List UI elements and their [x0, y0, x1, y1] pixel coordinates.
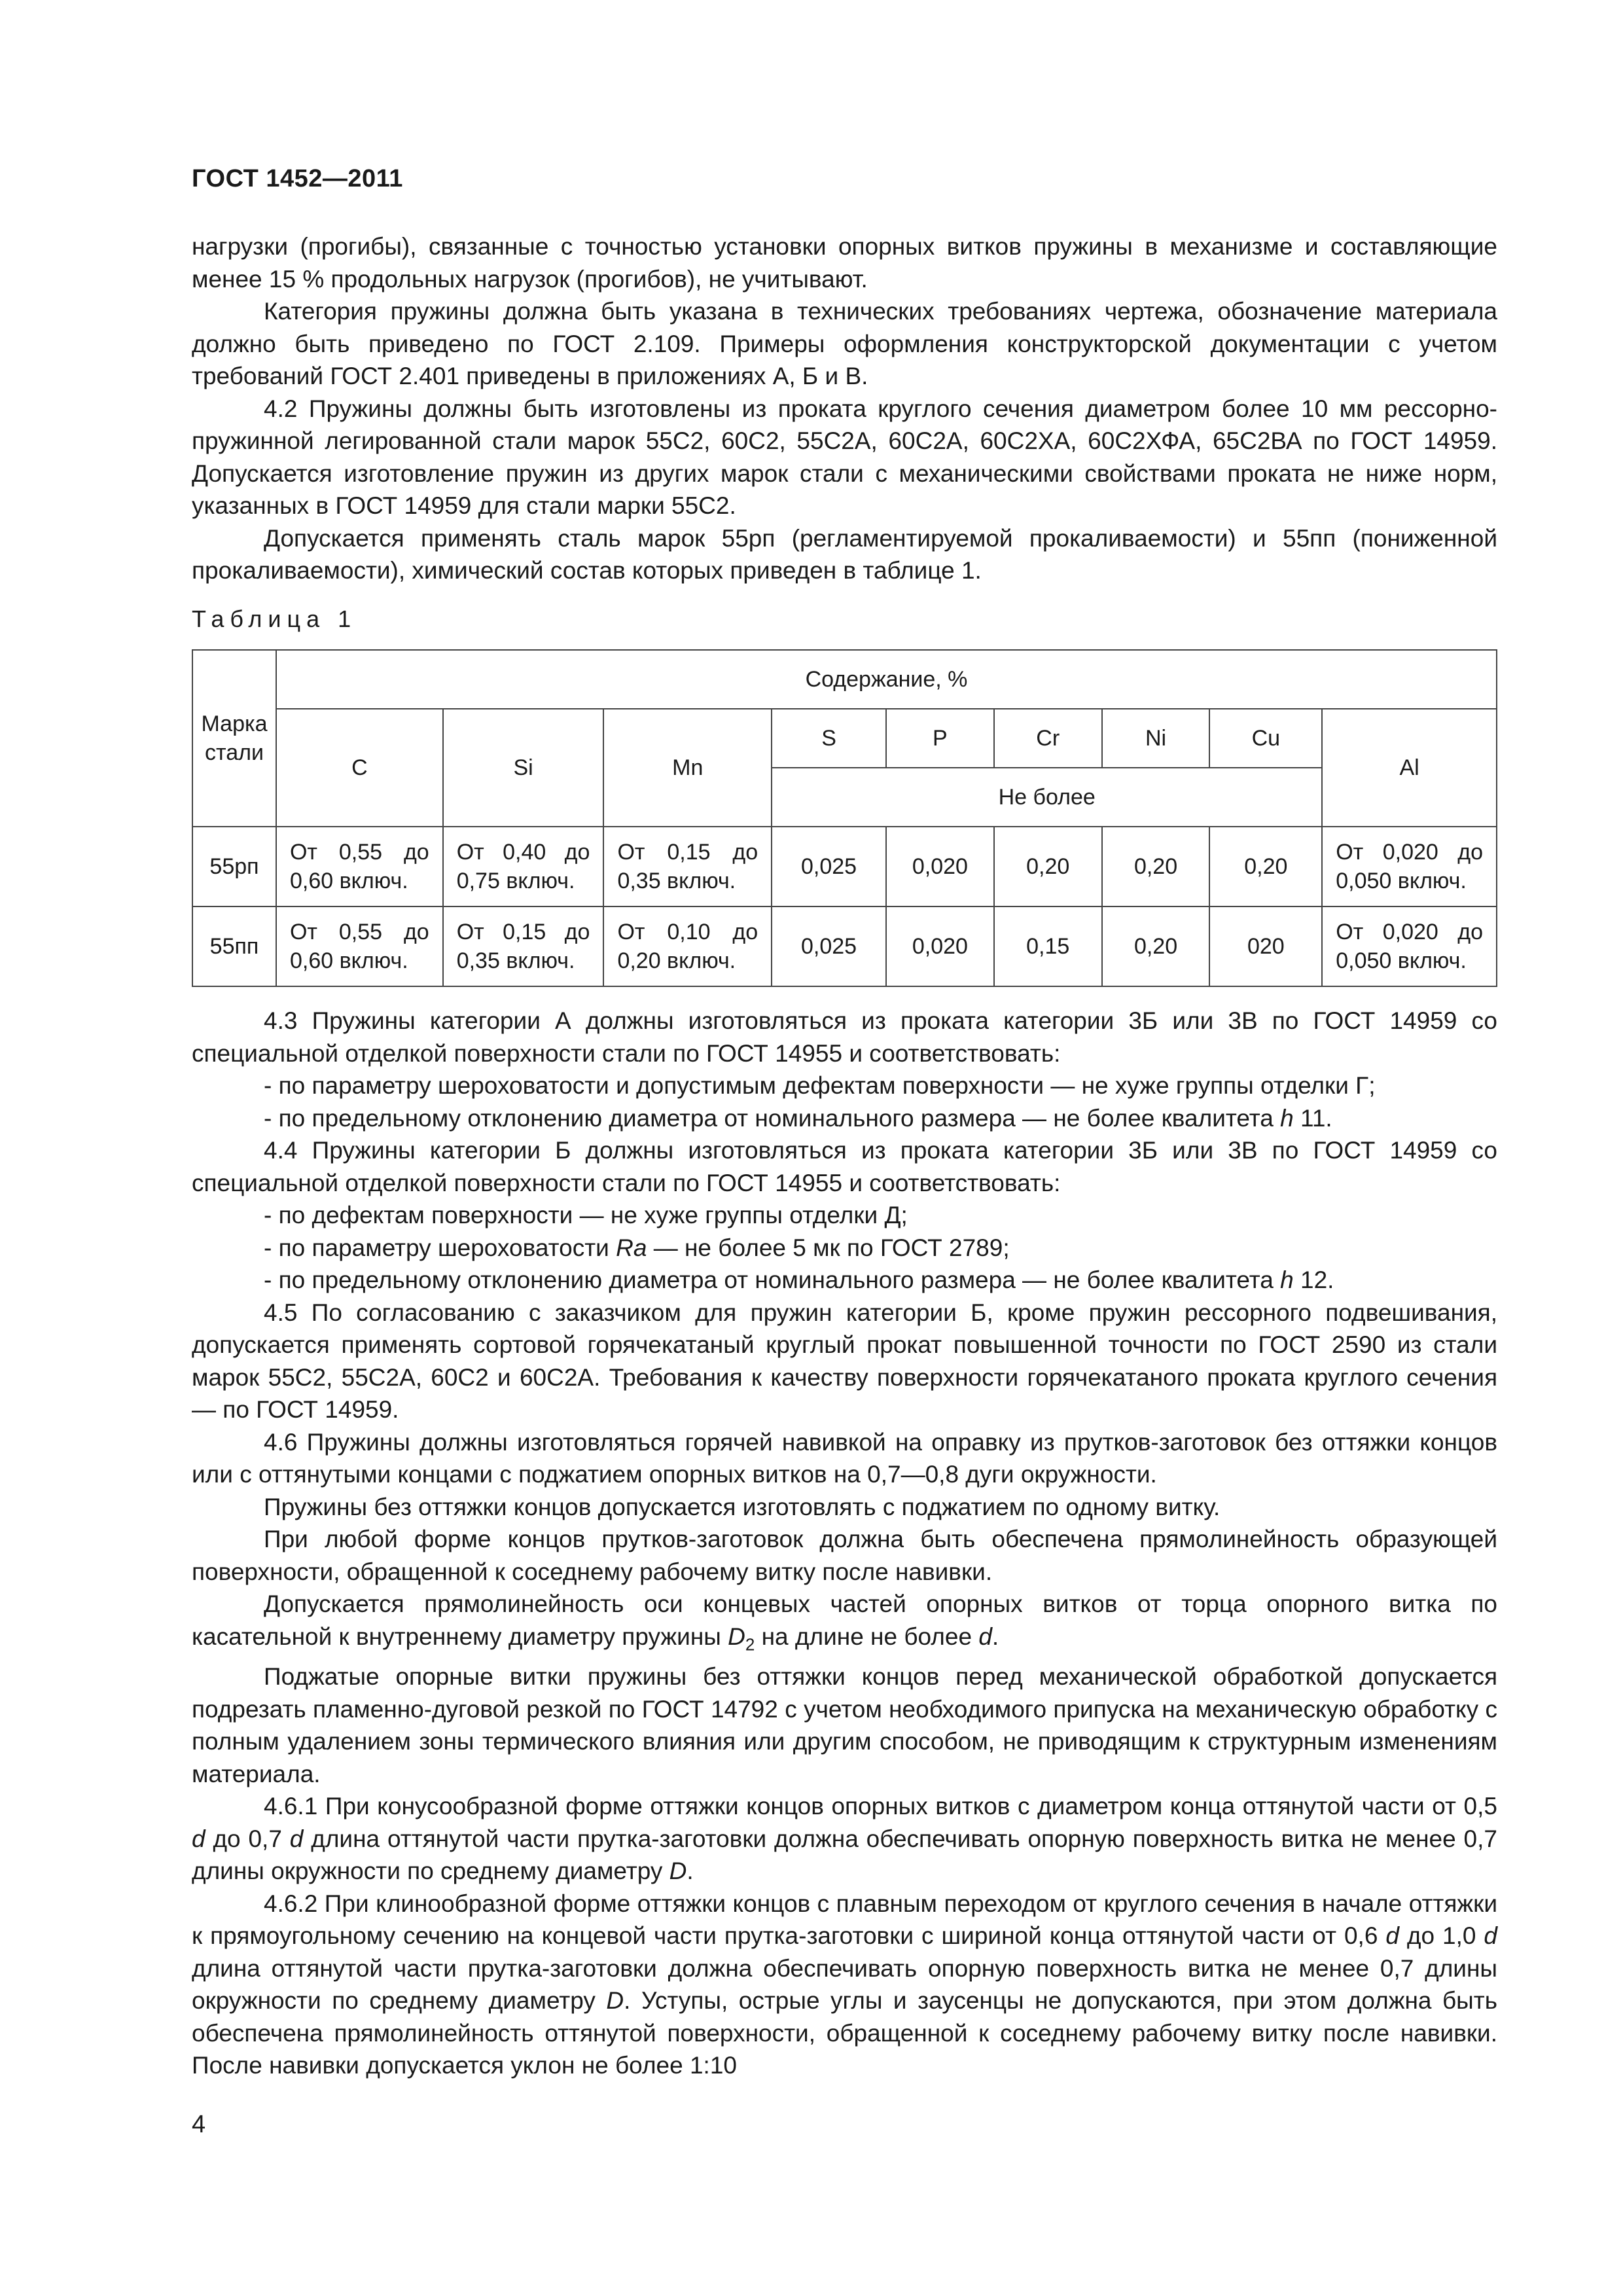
cell-ni: 0,20 [1102, 906, 1210, 986]
cell-cu: 0,20 [1209, 827, 1322, 906]
header-ni: Ni [1102, 709, 1210, 768]
cell-p: 0,020 [886, 827, 994, 906]
paragraph-4-3: 4.3 Пружины категории А должны изготовляться из проката категории 3Б или 3В по ГОСТ 14959 со специальной отделкой поверхности стали по ГОСТ 14955 и соответствовать: [192, 1007, 1497, 1067]
cell-mn: От 0,15 до 0,35 включ. [603, 827, 772, 906]
header-s: S [772, 709, 886, 768]
header-cu: Cu [1209, 709, 1322, 768]
cell-cr: 0,20 [994, 827, 1102, 906]
paragraph-4-5: 4.5 По согласованию с заказчиком для пружин категории Б, кроме пружин рессорного подвешивания, допускается применять сортовой горячекатаный круглый прокат повышенной точности по ГОСТ 2590 из стали марок 55С2, 55С2А, 60С2 и 60С2А. Требования к качеству поверхности горячекатаного проката круглого сечения — по ГОСТ 14959. [192, 1299, 1497, 1423]
paragraph-4-6: 4.6 Пружины должны изготовляться горячей навивкой на оправку из прутков-заготовок без оттяжки концов или с оттянутыми концами с поджатием опорных витков на 0,7—0,8 дуги окружности. [192, 1428, 1497, 1488]
table-caption: Таблица 1 [192, 605, 357, 632]
paragraph: Пружины без оттяжки концов допускается изготовлять с поджатием по одному витку. [264, 1493, 1221, 1520]
header-steel-grade: Марка стали [192, 650, 276, 827]
cell-steel: 55пп [192, 906, 276, 986]
table-row [192, 906, 1497, 986]
paragraph: Поджатые опорные витки пружины без оттяжки концов перед механической обработкой допускается подрезать пламенно-дуговой резкой по ГОСТ 14792 с учетом необходимого припуска на механическую обработку с полным удалением зоны термического влияния или другим способом, не приводящим к структурным изменениям материала. [192, 1663, 1497, 1787]
list-item: - по предельному отклонению диаметра от номинального размера — не более квалитета h 11. [264, 1104, 1332, 1132]
paragraph: нагрузки (прогибы), связанные с точностью установки опорных витков пружины в механизме и составляющие менее 15 % продольных нагрузок (прогибов), не учитывают. [192, 233, 1497, 293]
cell-si: От 0,15 до 0,35 включ. [443, 906, 604, 986]
header-si: Si [443, 709, 604, 827]
page-number: 4 [192, 2111, 206, 2138]
cell-c: От 0,55 до 0,60 включ. [276, 906, 443, 986]
composition-table [192, 649, 1497, 987]
cell-s: 0,025 [772, 827, 886, 906]
paragraph: При любой форме концов прутков-заготовок должна быть обеспечена прямолинейность образующей поверхности, обращенной к соседнему рабочему витку после навивки. [192, 1526, 1497, 1585]
list-item: - по параметру шероховатости Ra — не более 5 мк по ГОСТ 2789; [264, 1234, 1010, 1261]
cell-si: От 0,40 до 0,75 включ. [443, 827, 604, 906]
paragraph-4-6-2: 4.6.2 При клинообразной форме оттяжки концов с плавным переходом от круглого сечения в начале оттяжки к прямоугольному сечению на концевой части прутка-заготовки с шириной конца оттянутой части от 0,6 d до 1,0 d длина оттянутой части прутка-заготовки должна обеспечивать опорную поверхность витка не менее 0,7 длины окружности по среднему диаметру D. Уступы, острые углы и заусенцы не допускаются, при этом должна быть обеспечена прямолинейность оттянутой поверхности, обращенной к соседнему рабочему витку после навивки. После навивки допускается уклон не более 1:10 [192, 1890, 1497, 2079]
cell-ni: 0,20 [1102, 827, 1210, 906]
header-c: C [276, 709, 443, 827]
paragraph-4-4: 4.4 Пружины категории Б должны изготовляться из проката категории 3Б или 3В по ГОСТ 14959 со специальной отделкой поверхности стали по ГОСТ 14955 и соответствовать: [192, 1137, 1497, 1196]
header-al: Al [1322, 709, 1497, 827]
paragraph: 4.2 Пружины должны быть изготовлены из проката круглого сечения диаметром более 10 мм рессорно-пружинной легированной стали марок 55С2, 60С2, 55С2А, 60С2А, 60С2ХА, 60С2ХФА, 65С2ВА по ГОСТ 14959. Допускается изготовление пружин из других марок стали с механическими свойствами проката не ниже норм, указанных в ГОСТ 14959 для стали марки 55С2. [192, 395, 1497, 519]
document-header: ГОСТ 1452—2011 [192, 165, 403, 192]
list-item: - по параметру шероховатости и допустимым дефектам поверхности — не хуже группы отделки Г; [264, 1072, 1376, 1099]
cell-mn: От 0,10 до 0,20 включ. [603, 906, 772, 986]
paragraph-4-6-1: 4.6.1 При конусообразной форме оттяжки концов опорных витков с диаметром конца оттянутой части от 0,5 d до 0,7 d длина оттянутой части прутка-заготовки должна обеспечивать опорную поверхность витка не менее 0,7 длины окружности по среднему диаметру D. [192, 1793, 1497, 1885]
paragraph: Категория пружины должна быть указана в технических требованиях чертежа, обозначение материала должно быть приведено по ГОСТ 2.109. Примеры оформления конструкторской документации с учетом требований ГОСТ 2.401 приведены в приложениях А, Б и В. [192, 298, 1497, 389]
header-cr: Cr [994, 709, 1102, 768]
cell-s: 0,025 [772, 906, 886, 986]
cell-al: От 0,020 до 0,050 включ. [1322, 827, 1497, 906]
main-text [192, 1005, 1497, 2082]
cell-steel: 55рп [192, 827, 276, 906]
header-content: Содержание, % [276, 650, 1497, 709]
intro-text [192, 230, 1497, 587]
cell-cr: 0,15 [994, 906, 1102, 986]
paragraph: Допускается прямолинейность оси концевых частей опорных витков от торца опорного витка по касательной к внутреннему диаметру пружины $D_2$ на длине не более d. [192, 1590, 1497, 1654]
paragraph: Допускается применять сталь марок 55рп (регламентируемой прокаливаемости) и 55пп (пониженной прокаливаемости), химический состав которых приведен в таблице 1. [192, 524, 1497, 584]
table-row [192, 827, 1497, 906]
list-item: - по дефектам поверхности — не хуже группы отделки Д; [264, 1202, 908, 1229]
cell-cu: 020 [1209, 906, 1322, 986]
list-item: - по предельному отклонению диаметра от номинального размера — не более квалитета h 12. [264, 1266, 1334, 1293]
cell-c: От 0,55 до 0,60 включ. [276, 827, 443, 906]
cell-p: 0,020 [886, 906, 994, 986]
header-max: Не более [772, 768, 1322, 827]
header-mn: Mn [603, 709, 772, 827]
header-p: P [886, 709, 994, 768]
cell-al: От 0,020 до 0,050 включ. [1322, 906, 1497, 986]
